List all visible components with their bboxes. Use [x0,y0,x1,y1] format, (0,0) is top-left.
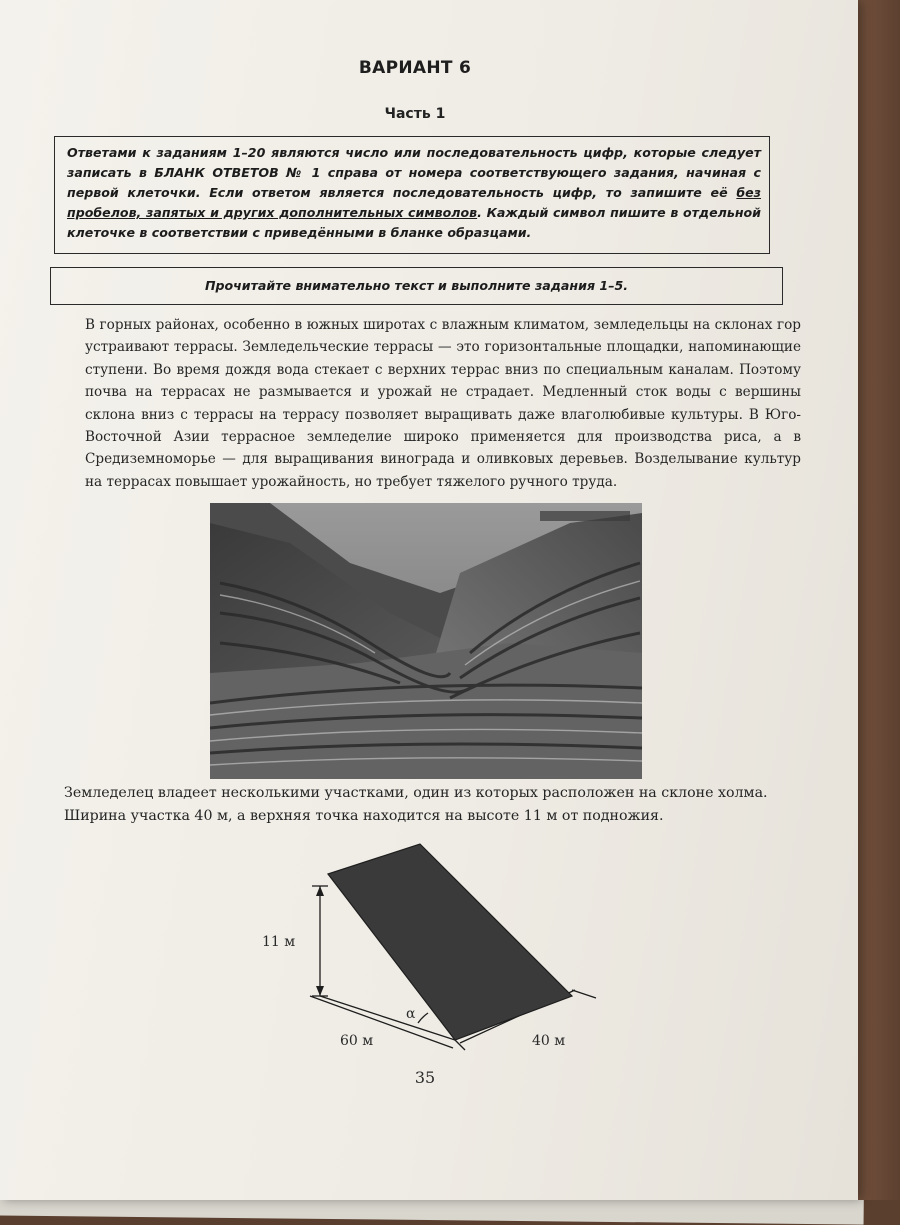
width-label: 40 м [532,1033,566,1049]
page-number: 35 [414,1068,436,1087]
base-label: 60 м [340,1033,374,1049]
angle-label: α [406,1006,416,1022]
article-text: В горных районах, особенно в южных широтах с влажным климатом, земледельцы на склонах гор устраивают террасы. Земледельческие террасы — это горизонтальные площадки, напоминающие ступени. Во время дождя вода стекает с верхних террас вниз по специальным каналам. Поэтому почва на террасах не размывается и урожай не страдает. Медленный сток воды с вершины склона вниз с террасы на террасу позволяет выращивать даже влаголюбивые культуры. В Юго-Восточной Азии террасное земледелие широко применяется для производства риса, а в Средиземноморье — для выращивания винограда и оливковых деревьев. Возделывание культур на террасах повышает урожайность, но требует тяжелого ручного труда. [85,317,801,490]
variant-title: ВАРИАНТ 6 [358,58,472,78]
height-label: 11 м [262,934,296,950]
instructions-box [54,136,770,254]
instructions-text: Ответами к заданиям 1–20 являются число или последовательность цифр, которые следует записать в БЛАНК ОТВЕТОВ № 1 справа от номера соответствующего задания, начиная с первой клеточки. Если ответом является последовательность цифр, то запишите её [67,145,761,200]
read-prompt: Прочитайте внимательно текст и выполните задания 1–5. [50,267,783,305]
terrace-photo [210,503,642,779]
task-text: Земледелец владеет несколькими участками, один из которых расположен на склоне холма. Ширина участка 40 м, а верхняя точка находится на высоте 11 м от подножия. [64,785,768,824]
instructions-underlined: без пробелов, запятых и других дополнительных символов [67,185,761,220]
slope-diagram [250,838,610,1058]
part-title: Часть 1 [384,106,446,122]
instructions-text-end: . Каждый символ пишите в отдельной клеточке в соответствии с приведёнными в бланке образцами. [67,205,761,240]
